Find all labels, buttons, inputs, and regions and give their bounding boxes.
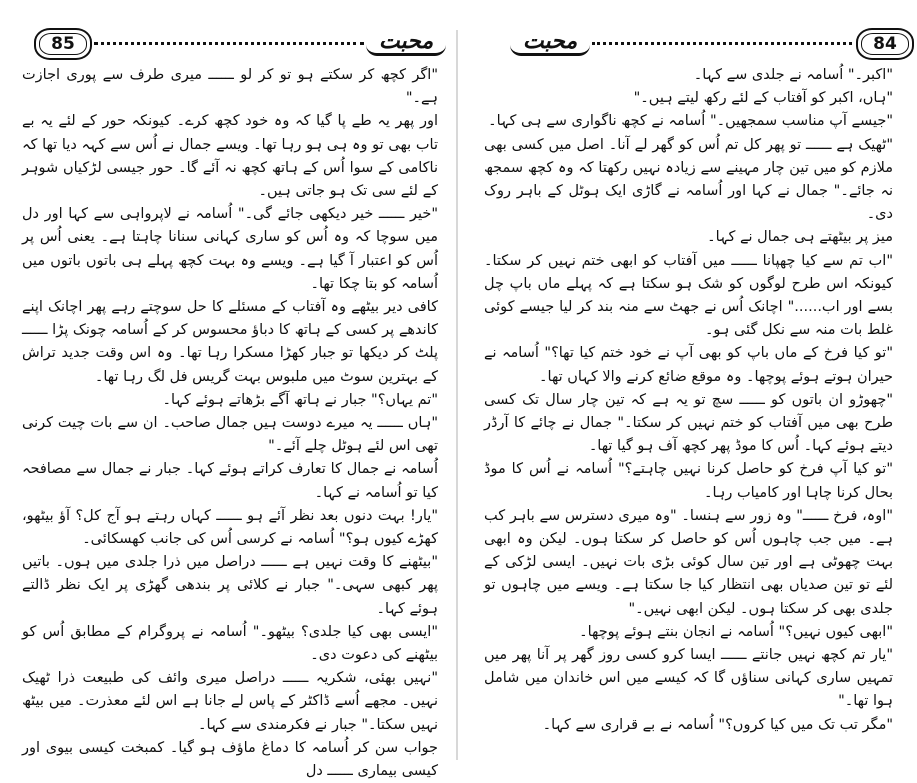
paragraph: "اوہ، فرخ ــــــ" وہ زور سے ہنسا۔ "وہ میری دسترس سے باہر کب ہے۔ میں جب چاہوں اُس کو حاصل کر سکتا ہوں۔ لیکن وہ ابھی بہت چھوٹی ہے اور تین سال کوئی بڑی بات نہیں۔ ایسی لڑکی کے لئے تو تین صدیاں بھی انتظار کیا جا سکتا ہے۔ ویسے میں چاہوں تو جلدی بھی کر سکتا ہوں۔ لیکن ابھی نہیں۔" (484, 507, 893, 617)
page-number-badge: 85 (34, 28, 92, 60)
paragraph: "یار! بہت دنوں بعد نظر آئے ہو ــــــ کہاں رہتے ہو آج کل؟ آؤ بیٹھو، کھڑے کیوں ہو؟" اُسامہ نے کرسی اُس کی جانب کھسکائی۔ (22, 507, 438, 548)
paragraph: "ایسی بھی کیا جلدی؟ بیٹھو۔" اُسامہ نے پروگرام کے مطابق اُس کو بیٹھنے کی دعوت دی۔ (22, 623, 438, 664)
page-header (488, 22, 908, 62)
paragraph: "ٹھیک ہے ــــــ تو پھر کل تم اُس کو گھر لے آنا۔ اصل میں کسی بھی ملازم کو میں تین چار مہینے سے زیادہ نہیں رکھتا کہ وہ کچھ سمجھ نہ جائے۔" جمال نے کہا اور اُسامہ نے گاڑی ایک ہوٹل کے باہر روک دی۔ (484, 136, 893, 223)
paragraph: "تو کیا فرخ کے ماں باپ کو بھی آپ نے خود ختم کیا تھا؟" اُسامہ نے حیران ہوتے ہوئے پوچھا۔ وہ موقع ضائع کرنے والا کہاں تھا۔ (484, 345, 893, 385)
paragraph: "مگر تب تک میں کیا کروں؟" اُسامہ نے بے قراری سے کہا۔ (542, 716, 893, 733)
header-logo (510, 24, 590, 58)
paragraph: "جیسے آپ مناسب سمجھیں۔" اُسامہ نے کچھ ناگواری سے ہی کہا۔ (488, 113, 893, 130)
paragraph: "ابھی کیوں نہیں؟" اُسامہ نے انجان بنتے ہوئے پوچھا۔ (579, 623, 893, 640)
page-body (484, 64, 893, 758)
logo-swash (510, 45, 590, 56)
page-body (22, 64, 438, 780)
paragraph: میز پر بیٹھتے ہی جمال نے کہا۔ (707, 229, 893, 246)
paragraph: "چھوڑو ان باتوں کو ــــــ سچ تو یہ ہے کہ تین چار سال تک کسی طرح بھی میں آفتاب کو ختم نہیں کر سکتا۔" جمال نے چائے کا آرڈر دیتے ہوئے کہا۔ اُس کا موڈ پھر کچھ آف ہو گیا تھا۔ (484, 391, 893, 455)
paragraph: "بیٹھنے کا وقت نہیں ہے ــــــ دراصل میں ذرا جلدی میں ہوں۔ باتیں پھر کبھی سہی۔" جبار نے کلائی پر بندھی گھڑی پر ایک نظر ڈالتے ہوئے کہا۔ (22, 554, 438, 617)
paragraph: "اگر کچھ کر سکتے ہو تو کر لو ــــــ میری طرف سے پوری اجازت ہے۔" (22, 67, 438, 107)
paragraph: اُسامہ نے جمال کا تعارف کراتے ہوئے کہا۔ جبار نے جمال سے مصافحہ کیا تو اُسامہ نے کہا۔ (22, 461, 438, 501)
header-logo (366, 24, 446, 58)
header-logo-text: محبت (522, 28, 578, 54)
page-number-badge: 84 (856, 28, 914, 60)
paragraph: "ہاں ــــــ یہ میرے دوست ہیں جمال صاحب۔ ان سے بات چیت کرنی تھی اس لئے ہوٹل چلے آئے۔" (22, 415, 438, 455)
paragraph: "تم یہاں؟" جبار نے ہاتھ آگے بڑھاتے ہوئے کہا۔ (162, 391, 438, 408)
paragraph: اور پھر یہ طے پا گیا کہ وہ خود کچھ کرے۔ کیونکہ حور کے لئے یہ بے تاب بھی تو وہ ہی ہو رہا تھا۔ ویسے جمال نے اُس سے کہہ دیا تھا کہ ناکامی کے سوا اُس کے ہاتھ کچھ نہ آئے گا۔ حور جیسی لڑکیاں شوہر کے لئے سی تک ہو جاتی ہیں۔ (22, 113, 438, 200)
page-85 (0, 0, 458, 780)
paragraph: "تو کیا آپ فرخ کو حاصل کرنا نہیں چاہتے؟" اُسامہ نے اُس کا موڈ بحال کرنا چاہا اور کامیاب رہا۔ (484, 461, 893, 501)
header-dotted-rule (94, 42, 364, 45)
paragraph: "اب تم سے کیا چھپانا ــــــ میں آفتاب کو ابھی ختم نہیں کر سکتا۔ کیونکہ اس طرح لوگوں کو شک ہو سکتا ہے کہ پہلے ماں باپ چل بسے اور اب......" اچانک اُس نے جھٹ سے منہ بند کر لیا جیسے کوئی غلط بات منہ سے نکل گئی ہو۔ (484, 252, 893, 339)
page-header (14, 22, 449, 62)
paragraph: "یار تم کچھ نہیں جانتے ــــــ ایسا کرو کسی روز گھر پر آنا پھر میں تمہیں ساری کہانی سناؤں گا کہ کیسے میں اس خاندان میں شامل ہوا تھا۔" (484, 647, 893, 710)
page-84 (458, 0, 917, 766)
paragraph: "ہاں، اکبر کو آفتاب کے لئے رکھ لیتے ہیں۔" (633, 90, 893, 107)
paragraph: "نہیں بھئی، شکریہ ــــــ دراصل میری وائف کی طبیعت ذرا ٹھیک نہیں۔ مجھے اُسے ڈاکٹر کے پاس لے جانا ہے اس لئے معذرت۔ میں بیٹھ نہیں سکتا۔" جبار نے فکرمندی سے کہا۔ (22, 670, 438, 733)
paragraph: "اکبر۔" اُسامہ نے جلدی سے کہا۔ (693, 67, 893, 83)
paragraph: جواب سن کر اُسامہ کا دماغ ماؤف ہو گیا۔ کمبخت کیسی بیوی اور کیسی بیماری ــــــ دل (22, 739, 438, 780)
paragraph: "خیر ــــــ خیر دیکھی جائے گی۔" اُسامہ نے لاپرواہی سے کہا اور دل میں سوچا کہ وہ اُس کو ساری کہانی سنانا چاہتا ہے۔ یعنی اُس پر اُس کو اعتبار آ گیا ہے۔ ویسے وہ بہت کچھ پہلے ہی باتوں باتوں میں اُسامہ کو بتا چکا تھا۔ (22, 206, 438, 292)
header-dotted-rule (592, 42, 852, 45)
paragraph: کافی دیر بیٹھے وہ آفتاب کے مسئلے کا حل سوچتے رہے پھر اچانک اپنے کاندھے پر کسی کے ہاتھ کا دباؤ محسوس کر کے اُسامہ چونک پڑا ــــــ پلٹ کر دیکھا تو جبار کھڑا مسکرا رہا تھا۔ وہ اس وقت جدید تراش کے بہترین سوٹ میں ملبوس بہت گریس فل لگ رہا تھا۔ (22, 299, 438, 385)
logo-swash (366, 45, 446, 56)
header-logo-text: محبت (378, 28, 434, 54)
